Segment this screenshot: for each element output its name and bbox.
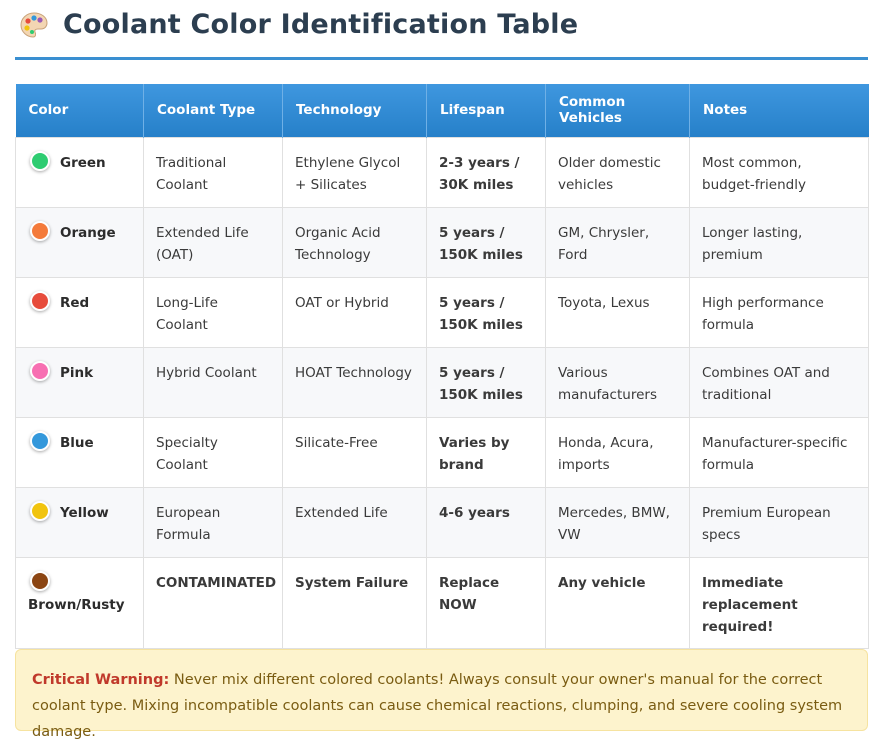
notes-cell: Manufacturer-specific formula <box>690 417 869 487</box>
page-title: Coolant Color Identification Table <box>63 9 579 40</box>
warning-text: Never mix different colored coolants! Always consult your owner's manual for the correct coolant type. Mixing incompatible coolants can cause chemical reactions, clumping, and severe cooling system damage. <box>32 672 843 740</box>
color-swatch-icon <box>30 501 50 521</box>
notes-cell: Combines OAT and traditional <box>690 347 869 417</box>
coolant-type-cell: Specialty Coolant <box>144 417 283 487</box>
color-swatch-icon <box>30 221 50 241</box>
color-cell <box>16 137 144 207</box>
color-name: Blue <box>60 434 94 451</box>
column-header-coolant-type: Coolant Type <box>144 84 283 137</box>
lifespan-cell: Varies by brand <box>427 417 546 487</box>
color-cell <box>16 207 144 277</box>
color-swatch-icon <box>30 431 50 451</box>
vehicles-cell: Mercedes, BMW, VW <box>546 487 690 557</box>
color-cell <box>16 347 144 417</box>
column-header-lifespan: Lifespan <box>427 84 546 137</box>
table-row <box>16 277 869 347</box>
column-header-notes: Notes <box>690 84 869 137</box>
coolant-type-cell: Traditional Coolant <box>144 137 283 207</box>
vehicles-cell: Various manufacturers <box>546 347 690 417</box>
technology-cell: Extended Life <box>283 487 427 557</box>
column-header-color: Color <box>16 84 144 137</box>
coolant-type-cell: Extended Life (OAT) <box>144 207 283 277</box>
vehicles-cell: Toyota, Lexus <box>546 277 690 347</box>
notes-cell: Immediate replacement required! <box>690 557 869 648</box>
color-swatch-icon <box>30 361 50 381</box>
technology-cell: Silicate-Free <box>283 417 427 487</box>
color-name: Red <box>60 294 90 311</box>
color-swatch-icon <box>30 151 50 171</box>
lifespan-cell: Replace NOW <box>427 557 546 648</box>
lifespan-cell: 5 years / 150K miles <box>427 347 546 417</box>
vehicles-cell: Any vehicle <box>546 557 690 648</box>
coolant-type-cell: European Formula <box>144 487 283 557</box>
vehicles-cell: GM, Chrysler, Ford <box>546 207 690 277</box>
color-name: Brown/Rusty <box>28 596 125 613</box>
lifespan-cell: 5 years / 150K miles <box>427 207 546 277</box>
warning-label: Critical Warning: <box>32 672 170 688</box>
color-cell <box>16 557 144 648</box>
table-row <box>16 557 869 648</box>
color-name: Yellow <box>60 504 109 521</box>
table-row <box>16 207 869 277</box>
coolant-type-cell: Long-Life Coolant <box>144 277 283 347</box>
table-row <box>16 487 869 557</box>
page-header <box>15 8 868 60</box>
color-cell <box>16 277 144 347</box>
artist-palette-icon <box>19 10 49 40</box>
table-header-row <box>16 84 869 137</box>
vehicles-cell: Honda, Acura, imports <box>546 417 690 487</box>
notes-cell: Premium European specs <box>690 487 869 557</box>
lifespan-cell: 5 years / 150K miles <box>427 277 546 347</box>
column-header-technology: Technology <box>283 84 427 137</box>
color-name: Green <box>60 154 106 171</box>
table-row <box>16 417 869 487</box>
coolant-type-cell: CONTAMINATED <box>144 557 283 648</box>
color-name: Pink <box>60 364 94 381</box>
technology-cell: Organic Acid Technology <box>283 207 427 277</box>
notes-cell: High performance formula <box>690 277 869 347</box>
technology-cell: Ethylene Glycol + Silicates <box>283 137 427 207</box>
technology-cell: System Failure <box>283 557 427 648</box>
color-cell <box>16 417 144 487</box>
lifespan-cell: 4-6 years <box>427 487 546 557</box>
color-cell <box>16 487 144 557</box>
notes-cell: Most common, budget-friendly <box>690 137 869 207</box>
vehicles-cell: Older domestic vehicles <box>546 137 690 207</box>
coolant-table <box>15 84 869 649</box>
technology-cell: HOAT Technology <box>283 347 427 417</box>
table-row <box>16 347 869 417</box>
coolant-type-cell: Hybrid Coolant <box>144 347 283 417</box>
lifespan-cell: 2-3 years / 30K miles <box>427 137 546 207</box>
table-row <box>16 137 869 207</box>
color-swatch-icon <box>30 291 50 311</box>
column-header-common-vehicles: Common Vehicles <box>546 84 690 137</box>
color-name: Orange <box>60 224 116 241</box>
notes-cell: Longer lasting, premium <box>690 207 869 277</box>
technology-cell: OAT or Hybrid <box>283 277 427 347</box>
critical-warning-box <box>15 649 868 740</box>
color-swatch-icon <box>30 571 50 591</box>
